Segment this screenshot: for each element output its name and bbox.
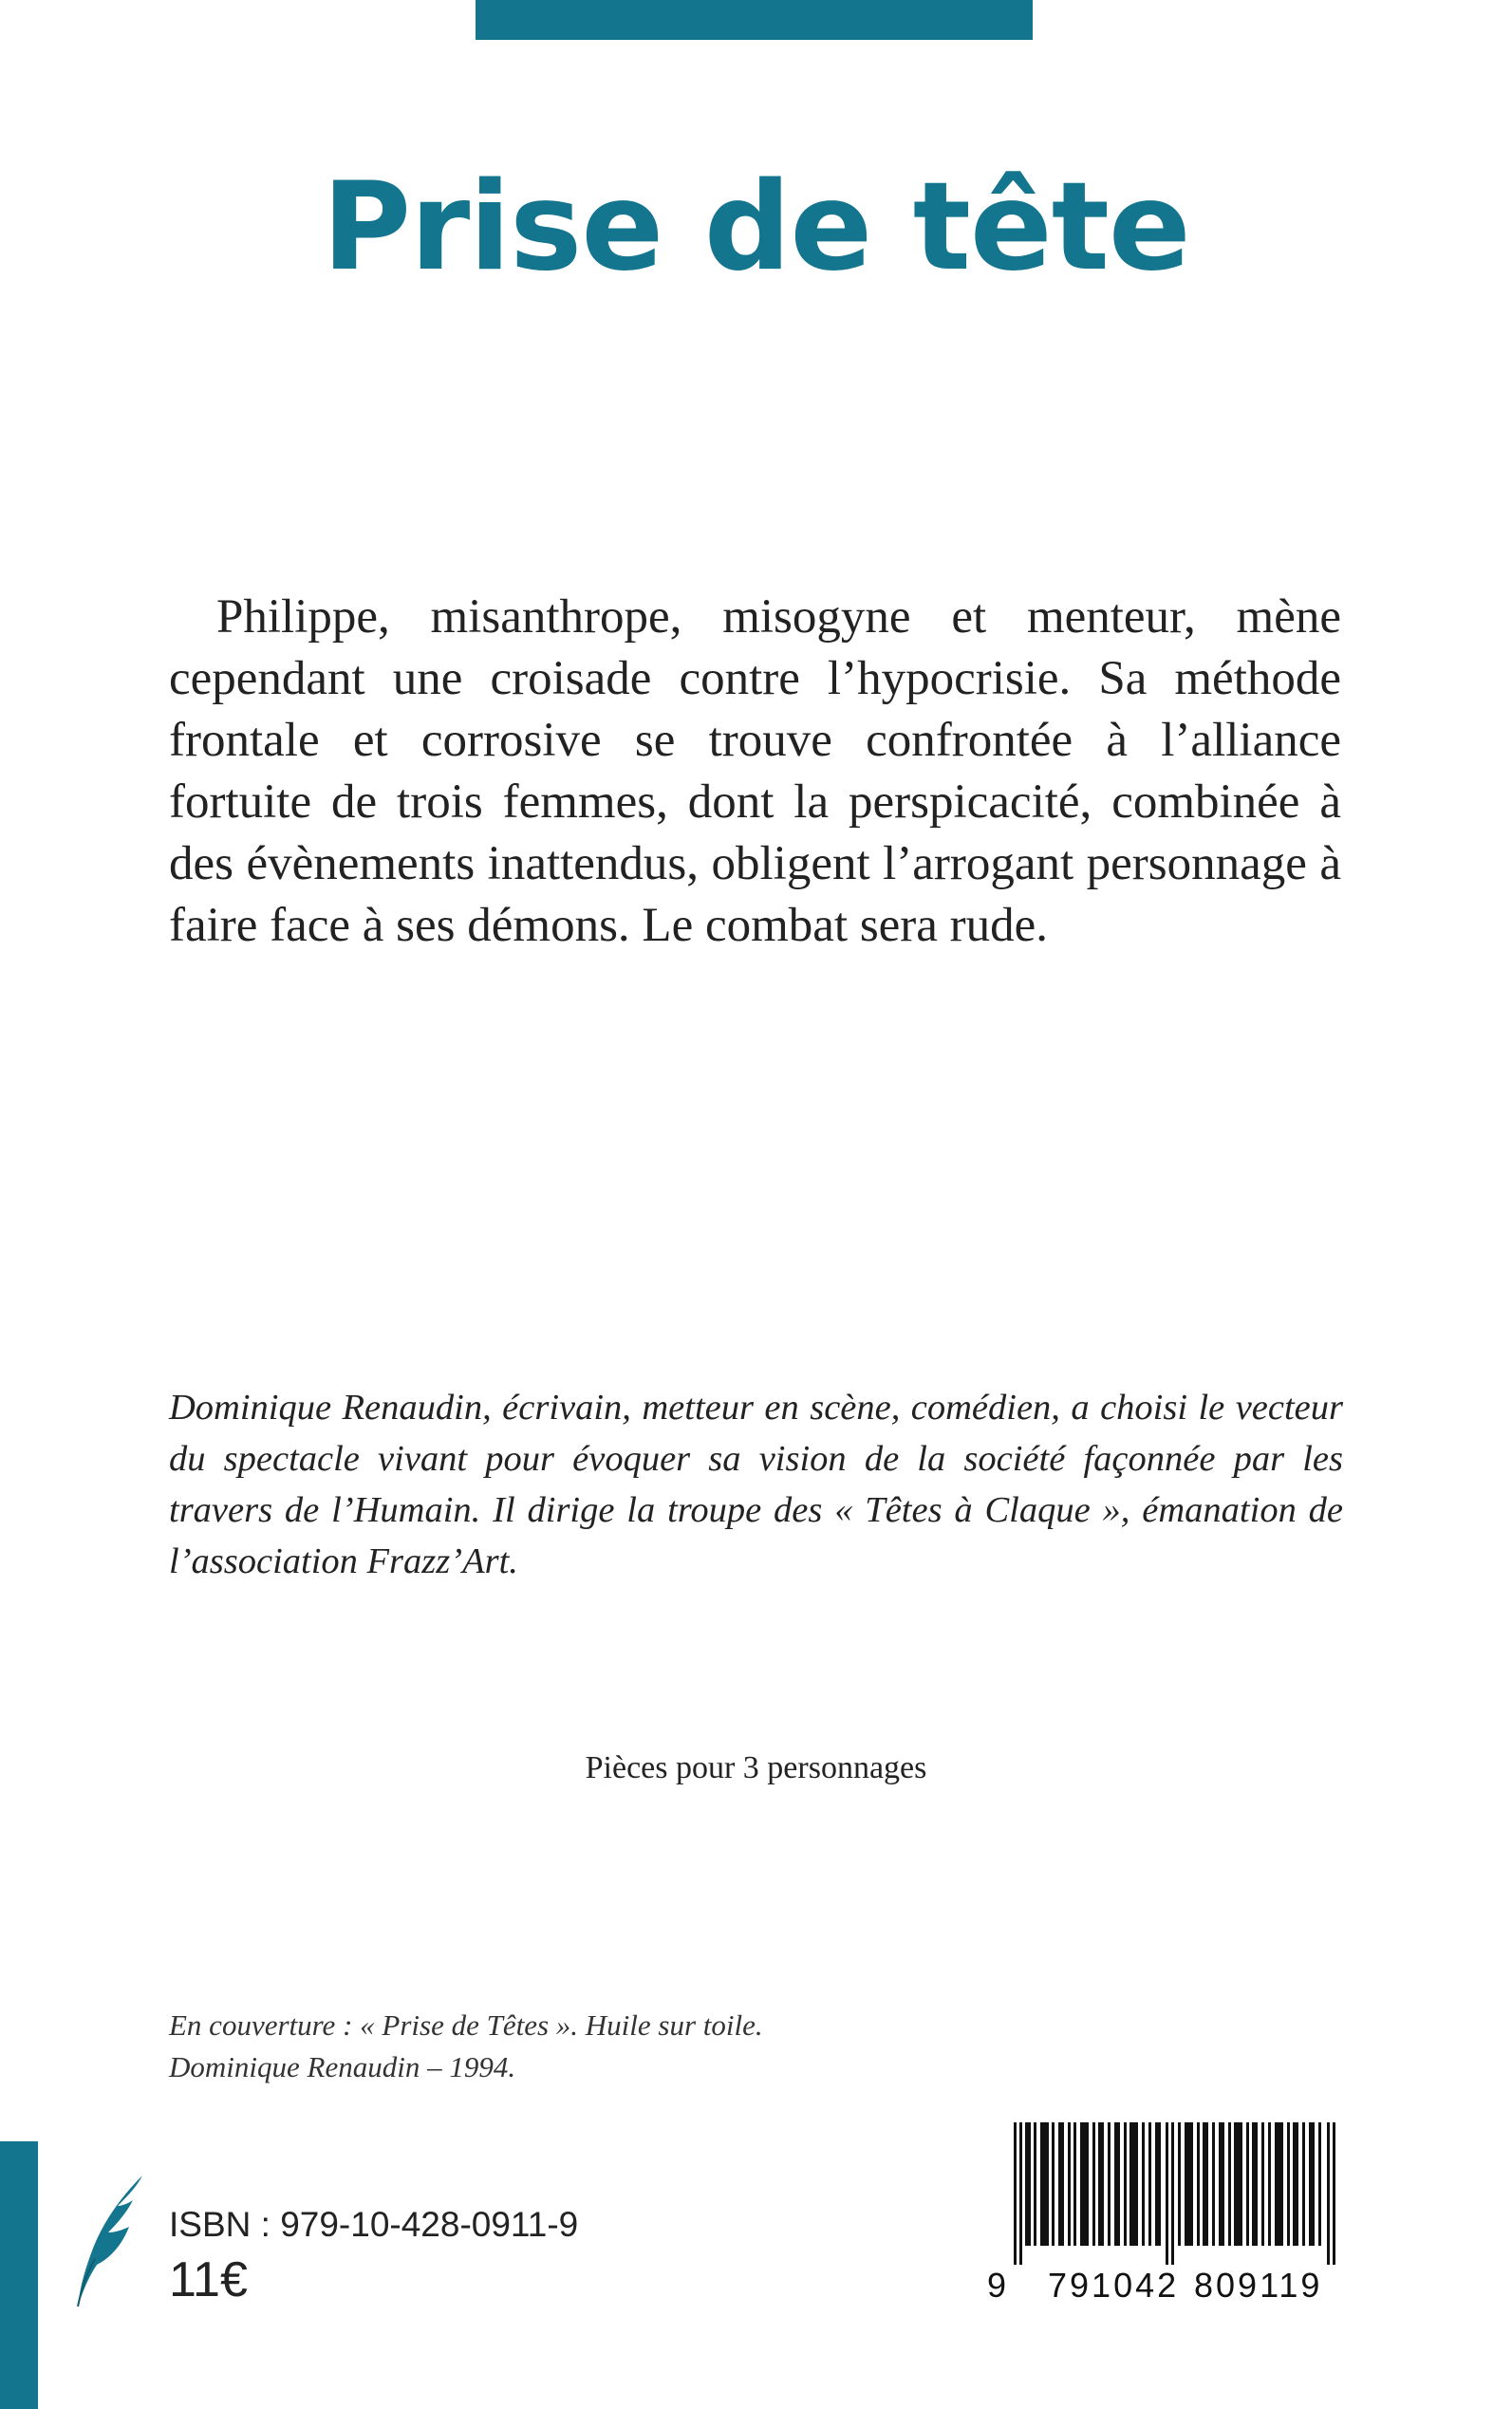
- book-title: Prise de tête: [322, 157, 1190, 298]
- book-summary: Philippe, misanthrope, misogyne et menteur, mène cependant une croisade contre l’hypocrisie. Sa méthode frontale et corrosive se trouve confrontée à l’alliance fortuite de trois femmes, dont la perspicacité, combinée à des évènements inattendus, obligent l’arrogant personnage à faire face à ses démons. Le combat sera rude.: [169, 590, 1341, 952]
- cover-credit-line-2: Dominique Renaudin – 1994.: [169, 2050, 516, 2083]
- author-bio: Dominique Renaudin, écrivain, metteur en scène, comédien, a choisi le vecteur du spectacle vivant pour évoquer sa vision de la société façonnée par les travers de l’Humain. Il dirige la troupe des « Têtes à Claque », émanation de l’association Frazz’Art.: [169, 1388, 1343, 1581]
- barcode-digits-right: 809119: [1194, 2266, 1323, 2305]
- genre-label: Pièces pour 3 personnages: [585, 1750, 927, 1785]
- left-accent-bar: [0, 2141, 38, 2409]
- cover-credit-line-1: En couverture : « Prise de Têtes ». Huile sur toile.: [169, 2008, 763, 2042]
- barcode: [985, 2115, 1348, 2322]
- price-label: 11€: [169, 2252, 248, 2307]
- barcode-icon: [1014, 2122, 1336, 2265]
- feather-icon: [74, 2174, 150, 2311]
- cover-credit: [169, 2005, 763, 2088]
- isbn-label: ISBN : 979-10-428-0911-9: [169, 2205, 579, 2244]
- barcode-lead-digit: 9: [987, 2266, 1007, 2305]
- top-accent-bar: [476, 0, 1033, 40]
- barcode-digits-left: 791042: [1048, 2266, 1180, 2305]
